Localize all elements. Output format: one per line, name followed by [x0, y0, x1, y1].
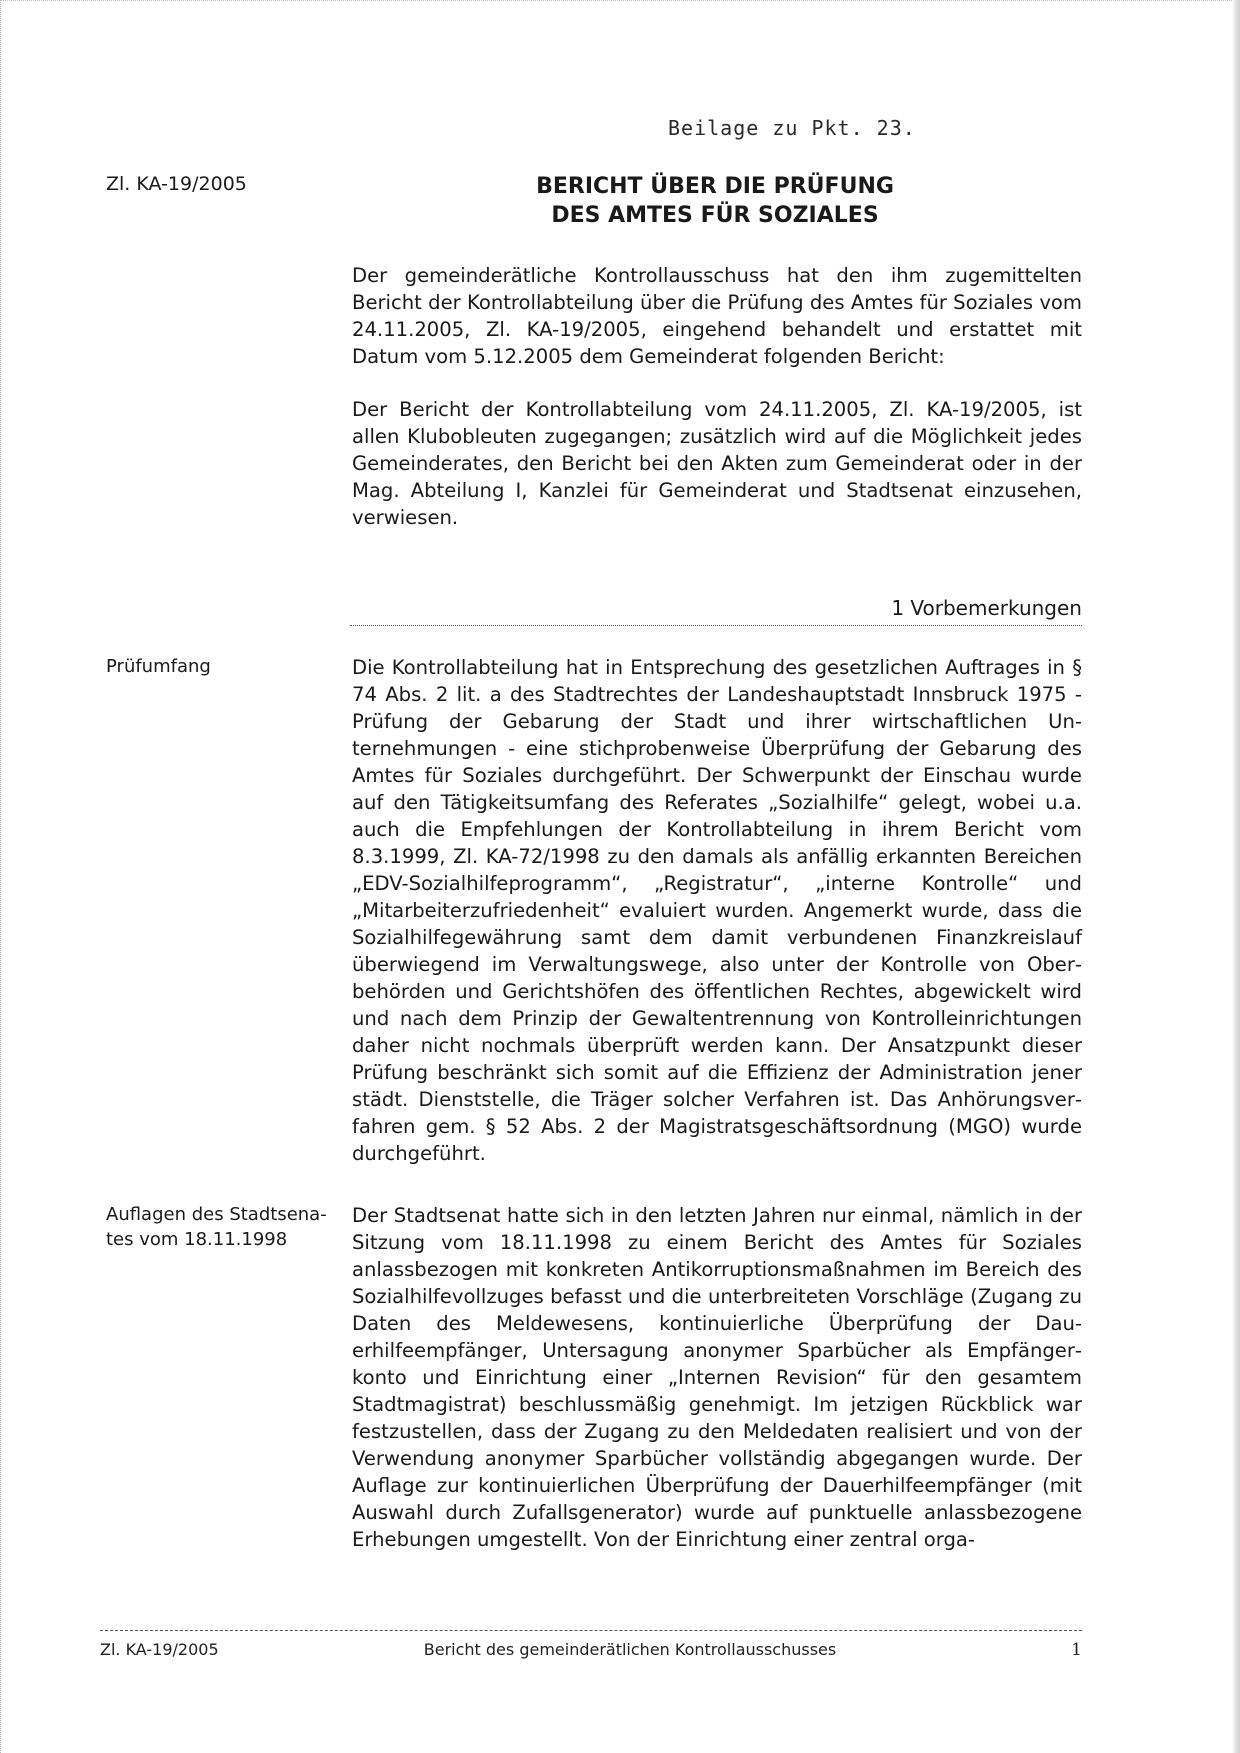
body-paragraph-pruefumfang: Die Kontrollabteilung hat in Entsprechung des gesetzlichen Auftrages in § 74 Abs. 2 lit. a des Stadtrechtes der Landeshauptstadt Innsbruck 1975 - Prüfung der Gebarung der Stadt und ihrer wirtschaftlichen Unternehmungen - eine stichprobenweise Überprüfung der Gebarung des Amtes für Soziales durchgeführt. Der Schwerpunkt der Einschau wurde auf den Tätigkeitsumfang des Referates „Sozialhilfe“ gelegt, wobei u.a. auch die Empfehlungen der Kontrollabteilung in ihrem Bericht vom 8.3.1999, Zl. KA-72/1998 zu den damals als anfällig erkannten Bereichen „EDV-Sozialhilfeprogramm“, „Registratur“, „interne Kontrolle“ und „Mitarbeiterzufriedenheit“ evaluiert wurden. Angemerkt wurde, dass die Sozialhilfegewährung samt dem damit verbundenen Finanzkreislauf überwiegend im Verwaltungswege, also unter der Kontrolle von Oberbehörden und Gerichtshöfen des öffentlichen Rechtes, abgewickelt wird und nach dem Prinzip der Gewaltentrennung von Kontrolleinrichtungen daher nicht nochmals überprüft werden kann. Der Ansatzpunkt dieser Prüfung beschränkt sich somit auf die Effizienz der Administration jener städt. Dienststelle, die Träger solcher Verfahren ist. Das Anhörungsverfahren gem. § 52 Abs. 2 der Magistratsgeschäftsordnung (MGO) wurde durchgeführt. [352, 656, 1082, 1165]
margin-label-pruefumfang: Prüfumfang [106, 656, 211, 677]
body-paragraph-auflagen: Der Stadtsenat hatte sich in den letzten Jahren nur einmal, nämlich in der Sitzung vom 18.11.1998 zu einem Bericht des Amtes für Soziales anlassbezogen mit konkreten Antikorruptionsmaßnahmen im Bereich des Sozialhilfevollzuges befasst und die unterbreiteten Vorschläge (Zugang zu Daten des Meldewesens, kontinuierliche Überprüfung der Dauerhilfeempfänger, Untersagung anonymer Sparbücher als Empfängerkonto und Einrichtung einer „Internen Revision“ für den gesamtem Stadtmagistrat) beschlussmäßig genehmigt. Im jetzigen Rückblick war festzustellen, dass der Zugang zu den Meldedaten realisiert und von der Verwendung anonymer Sparbücher vollständig abgegangen wurde. Der Auflage zur kontinuierlichen Überprüfung der Dauerhilfeempfänger (mit Auswahl durch Zufallsgenerator) wurde auf punktuelle anlassbezogene Erhebungen umgestellt. Von der Einrichtung einer zentral orga- [352, 1204, 1082, 1551]
intro-paragraph-1: Der gemeinderätliche Kontrollausschuss hat den ihm zugemittelten Bericht der Kontrollabteilung über die Prüfung des Amtes für Soziales vom 24.11.2005, Zl. KA-19/2005, eingehend behandelt und erstattet mit Datum vom 5.12.2005 dem Gemeinderat folgenden Bericht: [352, 264, 1082, 368]
footer-divider [100, 1630, 1082, 1631]
intro-paragraph-2: Der Bericht der Kontrollabteilung vom 24.11.2005, Zl. KA-19/2005, ist allen Klubobleuten zugegangen; zusätzlich wird auf die Möglichkeit jedes Gemeinderates, den Bericht bei den Akten zum Gemeinderat oder in der Mag. Abteilung I, Kanzlei für Gemeinderat und Stadtsenat einzusehen, verwiesen. [352, 398, 1082, 529]
page-number: 1 [1071, 1640, 1082, 1660]
section-heading: 1 Vorbemerkungen [891, 596, 1082, 620]
margin-label-auflagen: Auflagen des Stadtsenates vom 18.11.1998 [106, 1204, 327, 1250]
page-title [350, 172, 1080, 230]
footer-title: Bericht des gemeinderätlichen Kontrollausschusses [423, 1640, 837, 1659]
section-divider [350, 625, 1082, 626]
reference-number: Zl. KA-19/2005 [106, 173, 247, 195]
title-line-1: BERICHT ÜBER DIE PRÜFUNG [536, 174, 894, 199]
scan-edge-top [0, 0, 1240, 3]
scan-edge-left [0, 0, 3, 1753]
beilage-note: Beilage zu Pkt. 23. [668, 116, 916, 140]
scan-edge-right [1232, 0, 1240, 1753]
title-line-2: DES AMTES FÜR SOZIALES [551, 203, 879, 228]
footer-reference: Zl. KA-19/2005 [100, 1640, 219, 1659]
